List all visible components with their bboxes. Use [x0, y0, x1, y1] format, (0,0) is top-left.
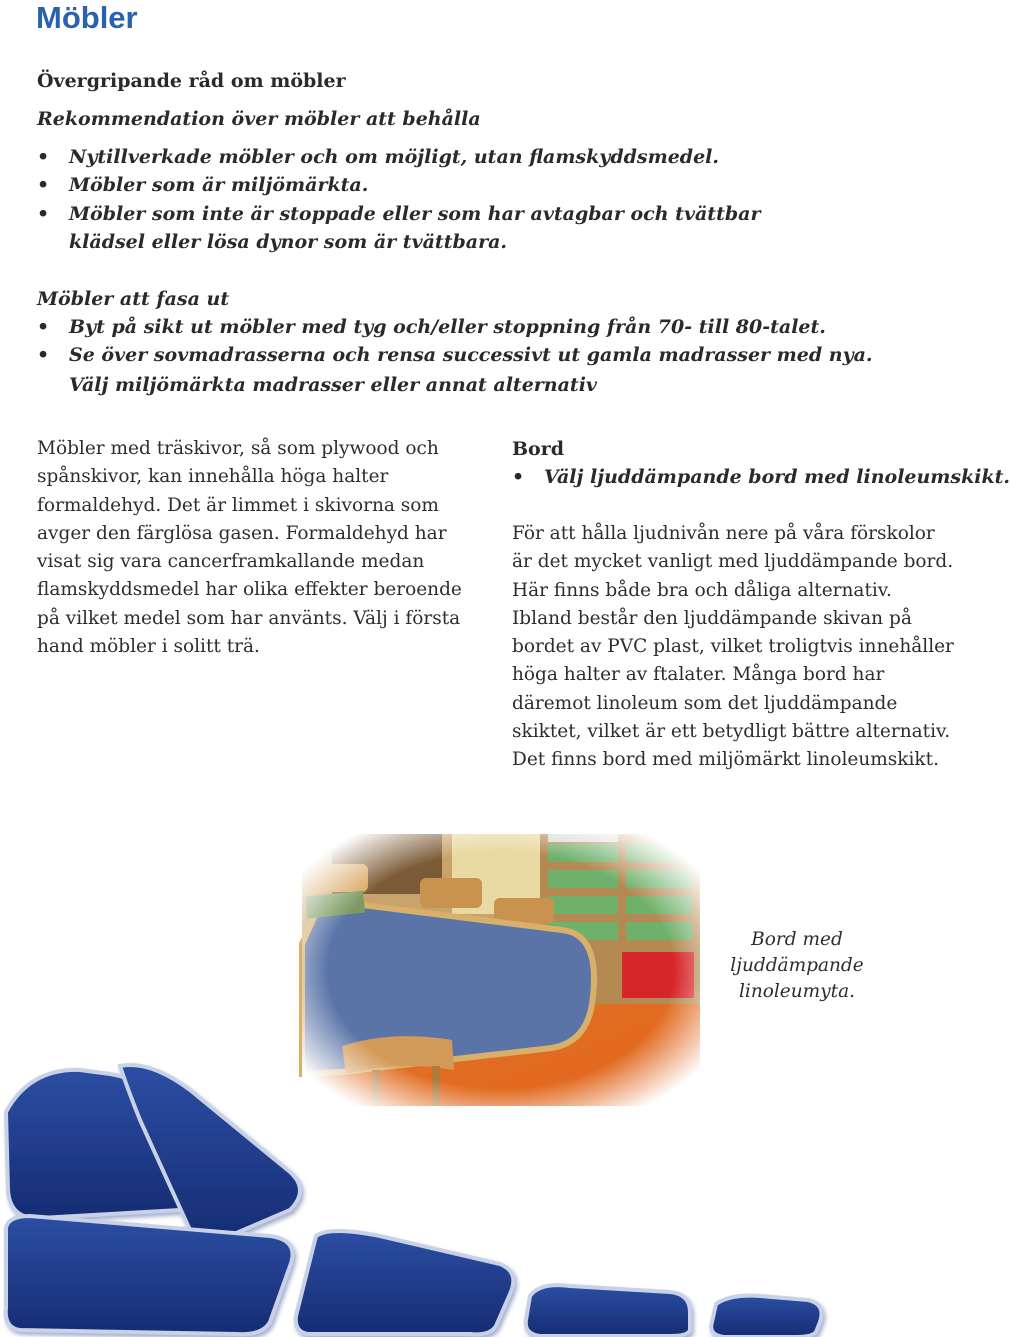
- bullet-icon: •: [37, 344, 50, 367]
- bullet-icon: •: [37, 146, 50, 168]
- decorative-shapes: [0, 1060, 960, 1337]
- phase-list: [37, 313, 917, 370]
- phase-heading: Möbler att fasa ut: [37, 288, 230, 310]
- list-item: • Nytillverkade möbler och om möjligt, utan flamskyddsmedel.: [37, 143, 917, 171]
- list-item: • Möbler som inte är stoppade eller som har avtagbar och tvättbar klädsel eller lösa dynor som är tvättbara.: [37, 200, 829, 257]
- bullet-icon: •: [37, 174, 50, 197]
- bord-list-item: • Välj ljuddämpande bord med linoleumskikt.: [512, 463, 957, 491]
- list-item: • Möbler som är miljömärkta.: [37, 171, 917, 199]
- photo-caption: Bord med ljuddämpande linoleumyta.: [730, 929, 864, 1002]
- list-item: • Byt på sikt ut möbler med tyg och/eller stoppning från 70- till 80-talet.: [37, 313, 917, 341]
- bullet-icon: •: [37, 202, 50, 225]
- keep-list: [37, 143, 917, 256]
- deco-shape: [526, 1285, 690, 1336]
- bullet-icon: •: [512, 466, 525, 488]
- right-paragraph: För att hålla ljudnivån nere på våra förskolor är det mycket vanligt med ljuddämpande bord. Här finns både bra och dåliga alternativ. Ibland består den ljuddämpande skivan på bordet av PVC plast, vilket troligtvis innehåller höga halter av ftalater. Många bord har däremot linoleum som det ljuddämpande skiktet, vilket är ett betydligt bättre alternativ. Det finns bord med miljömärkt linoleumskikt.: [512, 523, 954, 771]
- bullet-icon: •: [37, 316, 50, 338]
- overview-heading: Övergripande råd om möbler: [37, 70, 346, 92]
- page-title: Möbler: [36, 0, 138, 35]
- bord-heading: Bord: [512, 438, 565, 460]
- phase-tail: Välj miljömärkta madrasser eller annat alternativ: [69, 374, 597, 396]
- list-item: • Se över sovmadrasserna och rensa successivt ut gamla madrasser med nya.: [37, 341, 917, 369]
- left-paragraph: Möbler med träskivor, så som plywood och spånskivor, kan innehålla höga halter formaldehyd. Det är limmet i skivorna som avger den färglösa gasen. Formaldehyd har visat sig vara cancerframkallande medan flamskyddsmedel har olika effekter beroende på vilket medel som har använts. Välj i första hand möbler i solitt trä.: [37, 438, 462, 658]
- deco-shape: [6, 1216, 293, 1334]
- deco-shape: [711, 1296, 821, 1337]
- deco-shape: [296, 1231, 514, 1334]
- keep-heading: Rekommendation över möbler att behålla: [37, 108, 481, 130]
